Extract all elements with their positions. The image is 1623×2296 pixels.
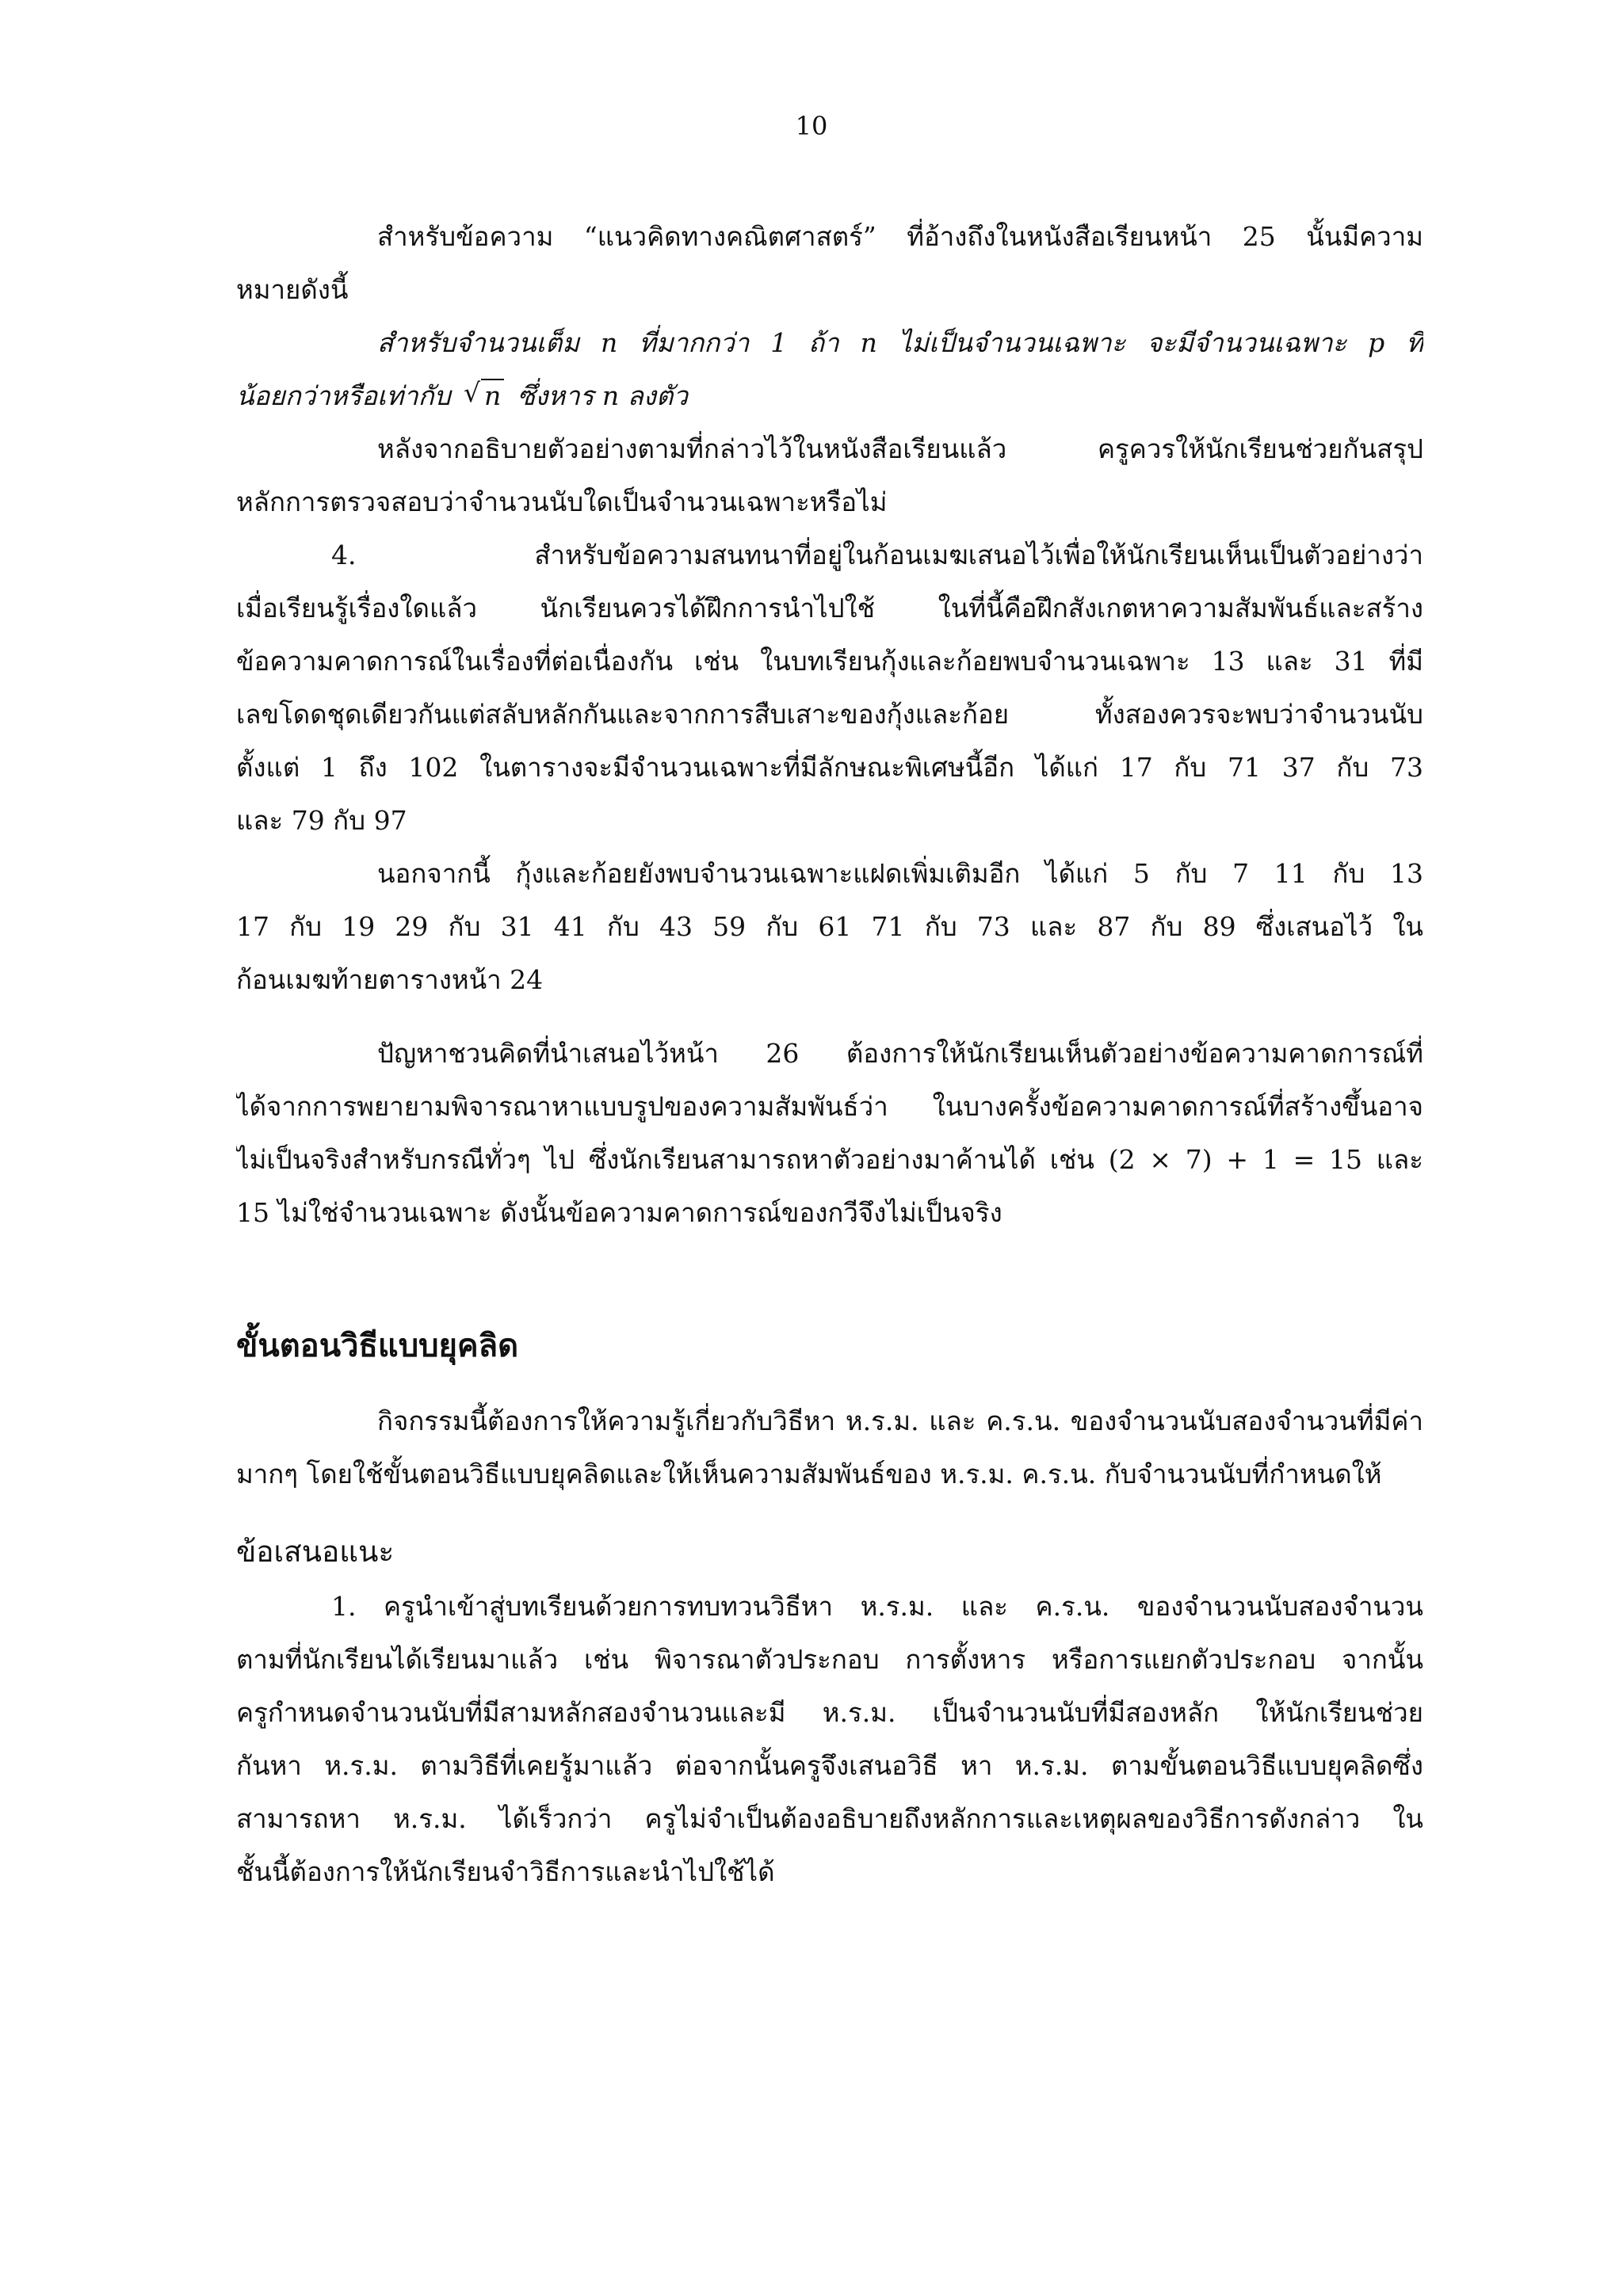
subheading: ข้อเสนอแนะ [236, 1535, 395, 1569]
list-item-line: และ 79 กับ 97 [236, 805, 407, 836]
radicand: n [481, 379, 504, 411]
list-item-line: สามารถหา ห.ร.ม. ได้เร็วกว่า ครูไม่จำเป็นต้องอธิบายถึงหลักการและเหตุผลของวิธีการดังกล่าว ใน [236, 1803, 1423, 1834]
paragraph-line: กิจกรรมนี้ต้องการให้ความรู้เกี่ยวกับวิธีหา ห.ร.ม. และ ค.ร.น. ของจำนวนนับสองจำนวนที่มีค่า [377, 1405, 1423, 1436]
paragraph-line: นอกจากนี้ กุ้งและก้อยยังพบจำนวนเฉพาะแฝดเพิ่มเติมอีก ได้แก่ 5 กับ 7 11 กับ 13 [377, 858, 1423, 889]
page-number: 10 [795, 111, 828, 141]
paragraph-line: ปัญหาชวนคิดที่นำเสนอไว้หน้า 26 ต้องการให้นักเรียนเห็นตัวอย่างข้อความคาดการณ์ที่ [377, 1038, 1423, 1069]
list-item-line: เมื่อเรียนรู้เรื่องใดแล้ว นักเรียนควรได้ฝึกการนำไปใช้ ในที่นี้คือฝึกสังเกตหาความสัมพันธ์และสร้าง [236, 593, 1423, 624]
paragraph-line: หมายดังนี้ [236, 274, 349, 305]
list-item-line: ตามที่นักเรียนได้เรียนมาแล้ว เช่น พิจารณาตัวประกอบ การตั้งหาร หรือการแยกตัวประกอบ จากนั้น [236, 1644, 1423, 1675]
section-heading: ขั้นตอนวิธีแบบยุคลิด [236, 1327, 519, 1364]
square-root-expression [464, 369, 504, 422]
theorem-line: สำหรับจำนวนเต็ม n ที่มากกว่า 1 ถ้า n ไม่เป็นจำนวนเฉพาะ จะมีจำนวนเฉพาะ p ที่ [377, 327, 1423, 358]
paragraph-line: หลังจากอธิบายตัวอย่างตามที่กล่าวไว้ในหนังสือเรียนแล้ว ครูควรให้นักเรียนช่วยกันสรุป [377, 433, 1423, 464]
paragraph-line: 17 กับ 19 29 กับ 31 41 กับ 43 59 กับ 61 71 กับ 73 และ 87 กับ 89 ซึ่งเสนอไว้ ใน [236, 911, 1423, 942]
page-content [236, 210, 1423, 1898]
paragraph-line: ได้จากการพยายามพิจารณาหาแบบรูปของความสัมพันธ์ว่า ในบางครั้งข้อความคาดการณ์ที่สร้างขึ้นอาจ [236, 1091, 1423, 1122]
list-item-line: เลขโดดชุดเดียวกันแต่สลับหลักกันและจากการสืบเสาะของกุ้งและก้อย ทั้งสองควรจะพบว่าจำนวนนับ [236, 699, 1423, 730]
list-item-line: ตั้งแต่ 1 ถึง 102 ในตารางจะมีจำนวนเฉพาะที่มีลักษณะพิเศษนี้อีก ได้แก่ 17 กับ 71 37 กับ 73 [236, 752, 1423, 783]
radical-sign: √ [464, 377, 481, 408]
theorem-text: ซึ่งหาร n ลงตัว [517, 380, 688, 411]
theorem-text: น้อยกว่าหรือเท่ากับ [236, 380, 451, 411]
list-item-line: ข้อความคาดการณ์ในเรื่องที่ต่อเนื่องกัน เช่น ในบทเรียนกุ้งและก้อยพบจำนวนเฉพาะ 13 และ 31 ที่มี [236, 646, 1423, 677]
paragraph-line: ก้อนเมฆท้ายตารางหน้า 24 [236, 964, 544, 995]
paragraph-line: มากๆ โดยใช้ขั้นตอนวิธีแบบยุคลิดและให้เห็นความสัมพันธ์ของ ห.ร.ม. ค.ร.น. กับจำนวนนับที่กำหนดให้ [236, 1459, 1382, 1489]
theorem-line [236, 369, 1423, 422]
list-item-line: ชั้นนี้ต้องการให้นักเรียนจำวิธีการและนำไปใช้ได้ [236, 1856, 775, 1887]
list-item-line: กันหา ห.ร.ม. ตามวิธีที่เคยรู้มาแล้ว ต่อจากนั้นครูจึงเสนอวิธี หา ห.ร.ม. ตามขั้นตอนวิธีแบบยุคลิดซึ่ง [236, 1750, 1423, 1781]
list-item-line: ครูกำหนดจำนวนนับที่มีสามหลักสองจำนวนและมี ห.ร.ม. เป็นจำนวนนับที่มีสองหลัก ให้นักเรียนช่วย [236, 1697, 1423, 1728]
paragraph-line: ไม่เป็นจริงสำหรับกรณีทั่วๆ ไป ซึ่งนักเรียนสามารถหาตัวอย่างมาค้านได้ เช่น (2 × 7) + 1 = 15 และ [236, 1144, 1423, 1175]
list-item-line: 1. ครูนำเข้าสู่บทเรียนด้วยการทบทวนวิธีหา ห.ร.ม. และ ค.ร.น. ของจำนวนนับสองจำนวน [331, 1591, 1423, 1622]
paragraph-line: สำหรับข้อความ “แนวคิดทางคณิตศาสตร์” ที่อ้างถึงในหนังสือเรียนหน้า 25 นั้นมีความ [377, 221, 1423, 252]
list-item-line: 4. สำหรับข้อความสนทนาที่อยู่ในก้อนเมฆเสนอไว้เพื่อให้นักเรียนเห็นเป็นตัวอย่างว่า [331, 540, 1423, 570]
paragraph-line: 15 ไม่ใช่จำนวนเฉพาะ ดังนั้นข้อความคาดการณ์ของกวีจึงไม่เป็นจริง [236, 1197, 1002, 1228]
paragraph-line: หลักการตรวจสอบว่าจำนวนนับใดเป็นจำนวนเฉพาะหรือไม่ [236, 486, 888, 517]
